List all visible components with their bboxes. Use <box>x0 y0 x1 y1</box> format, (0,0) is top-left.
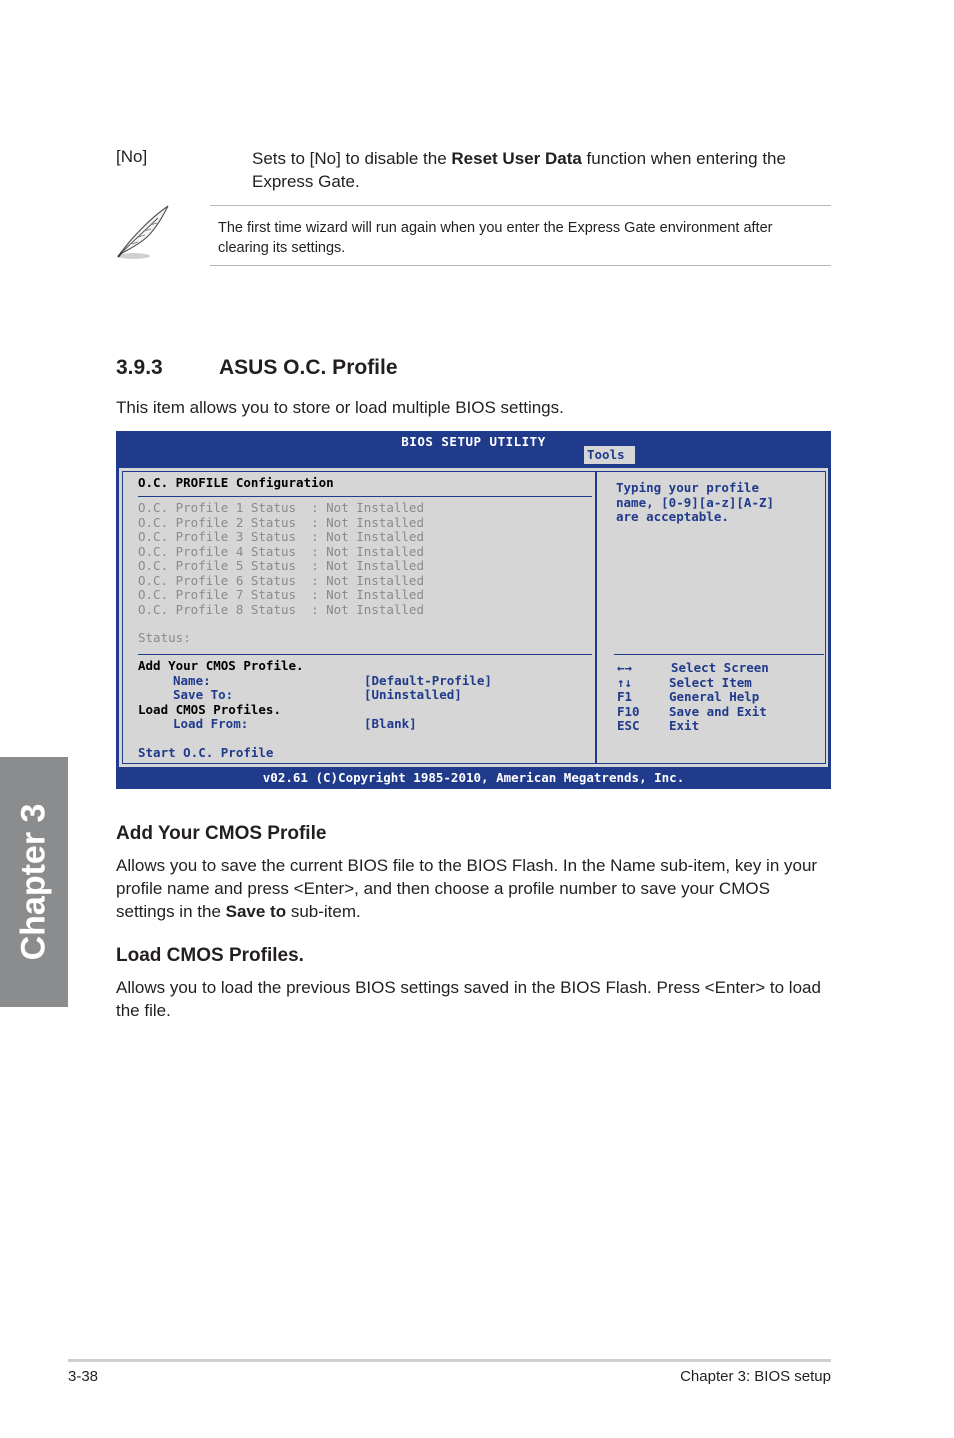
page-number: 3-38 <box>68 1368 99 1385</box>
bios-status-label: Status: <box>138 630 191 645</box>
bios-tab-tools[interactable]: Tools <box>584 446 635 464</box>
footer-rule <box>68 1359 831 1362</box>
footer-chapter: Chapter 3: BIOS setup <box>680 1368 831 1385</box>
add-profile-text-pre: Allows you to save the current BIOS file to the BIOS Flash. In the Name sub-item, key in your profile name and press <Enter>, and then choose a profile number to save your CMOS settings in the <box>116 856 818 921</box>
bios-divider-right <box>614 654 824 655</box>
chapter-tab-label: Chapter 3 <box>14 803 53 961</box>
bios-profile-status: O.C. Profile 4 Status : Not Installed <box>138 543 424 559</box>
note-text: The first time wizard will run again when you enter the Express Gate environment after clearing its settings. <box>218 220 773 256</box>
add-profile-text-bold: Save to <box>225 902 287 921</box>
bios-key-action: General Help <box>669 689 760 704</box>
bios-save-to-label[interactable]: Save To: <box>173 687 234 702</box>
bios-key-action: Save and Exit <box>669 703 767 719</box>
bios-key: ←→ <box>617 660 633 675</box>
bios-screenshot <box>116 431 831 789</box>
bios-body <box>119 468 828 767</box>
bios-profile-status: O.C. Profile 2 Status : Not Installed <box>138 514 424 530</box>
bios-name-label[interactable]: Name: <box>173 672 211 688</box>
bios-copyright: v02.61 (C)Copyright 1985-2010, American Megatrends, Inc. <box>262 770 685 785</box>
bios-profile-status: O.C. Profile 3 Status : Not Installed <box>138 529 424 544</box>
add-profile-text-post: sub-item. <box>286 902 361 921</box>
bios-help-line: are acceptable. <box>616 509 729 524</box>
option-description <box>252 147 832 193</box>
note-box <box>210 205 831 266</box>
bios-key: ESC <box>617 718 640 733</box>
section-title: ASUS O.C. Profile <box>219 356 398 379</box>
bios-key: F10 <box>617 703 640 719</box>
bios-profile-status: O.C. Profile 8 Status : Not Installed <box>138 601 424 617</box>
bios-key: F1 <box>617 689 633 704</box>
chapter-tab <box>0 757 68 1007</box>
bios-profile-status: O.C. Profile 5 Status : Not Installed <box>138 558 424 573</box>
section-number: 3.9.3 <box>116 356 163 379</box>
load-profiles-heading: Load CMOS Profiles. <box>116 945 304 966</box>
bios-load-from-label[interactable]: Load From: <box>173 716 249 731</box>
bios-config-title: O.C. PROFILE Configuration <box>138 475 334 490</box>
bios-start-oc-profile[interactable]: Start O.C. Profile <box>138 745 274 760</box>
bios-help-line: name, [0-9][a-z][A-Z] <box>616 494 775 510</box>
add-profile-heading: Add Your CMOS Profile <box>116 823 327 844</box>
option-key: [No] <box>116 147 148 166</box>
bios-key-action: Exit <box>669 718 700 733</box>
bios-profile-status: O.C. Profile 1 Status : Not Installed <box>138 500 424 515</box>
bios-divider-mid <box>138 654 592 655</box>
bios-key-action: Select Screen <box>671 660 769 675</box>
bios-divider-top <box>138 496 592 497</box>
section-heading <box>116 356 398 380</box>
bios-profile-status: O.C. Profile 6 Status : Not Installed <box>138 572 424 588</box>
bios-help-line: Typing your profile <box>616 480 759 495</box>
option-desc-post: function when entering the Express Gate. <box>252 149 786 191</box>
feather-pen-icon <box>112 202 174 264</box>
bios-profile-status: O.C. Profile 7 Status : Not Installed <box>138 587 424 602</box>
option-desc-bold: Reset User Data <box>451 149 582 168</box>
add-profile-text <box>116 854 831 923</box>
bios-key-action: Select Item <box>669 674 752 690</box>
bios-title: BIOS SETUP UTILITY <box>401 434 546 449</box>
load-profiles-text: Allows you to load the previous BIOS settings saved in the BIOS Flash. Press <Enter> to load the file. <box>116 978 821 1020</box>
option-desc-pre: Sets to [No] to disable the <box>252 149 452 168</box>
bios-load-profiles-label: Load CMOS Profiles. <box>138 701 281 717</box>
bios-load-from-value[interactable]: [Blank] <box>364 716 417 731</box>
bios-key: ↑↓ <box>617 674 633 690</box>
bios-add-profile-label: Add Your CMOS Profile. <box>138 658 304 673</box>
section-intro: This item allows you to store or load multiple BIOS settings. <box>116 398 564 417</box>
bios-save-to-value[interactable]: [Uninstalled] <box>364 687 462 702</box>
bios-name-value[interactable]: [Default-Profile] <box>364 672 492 688</box>
